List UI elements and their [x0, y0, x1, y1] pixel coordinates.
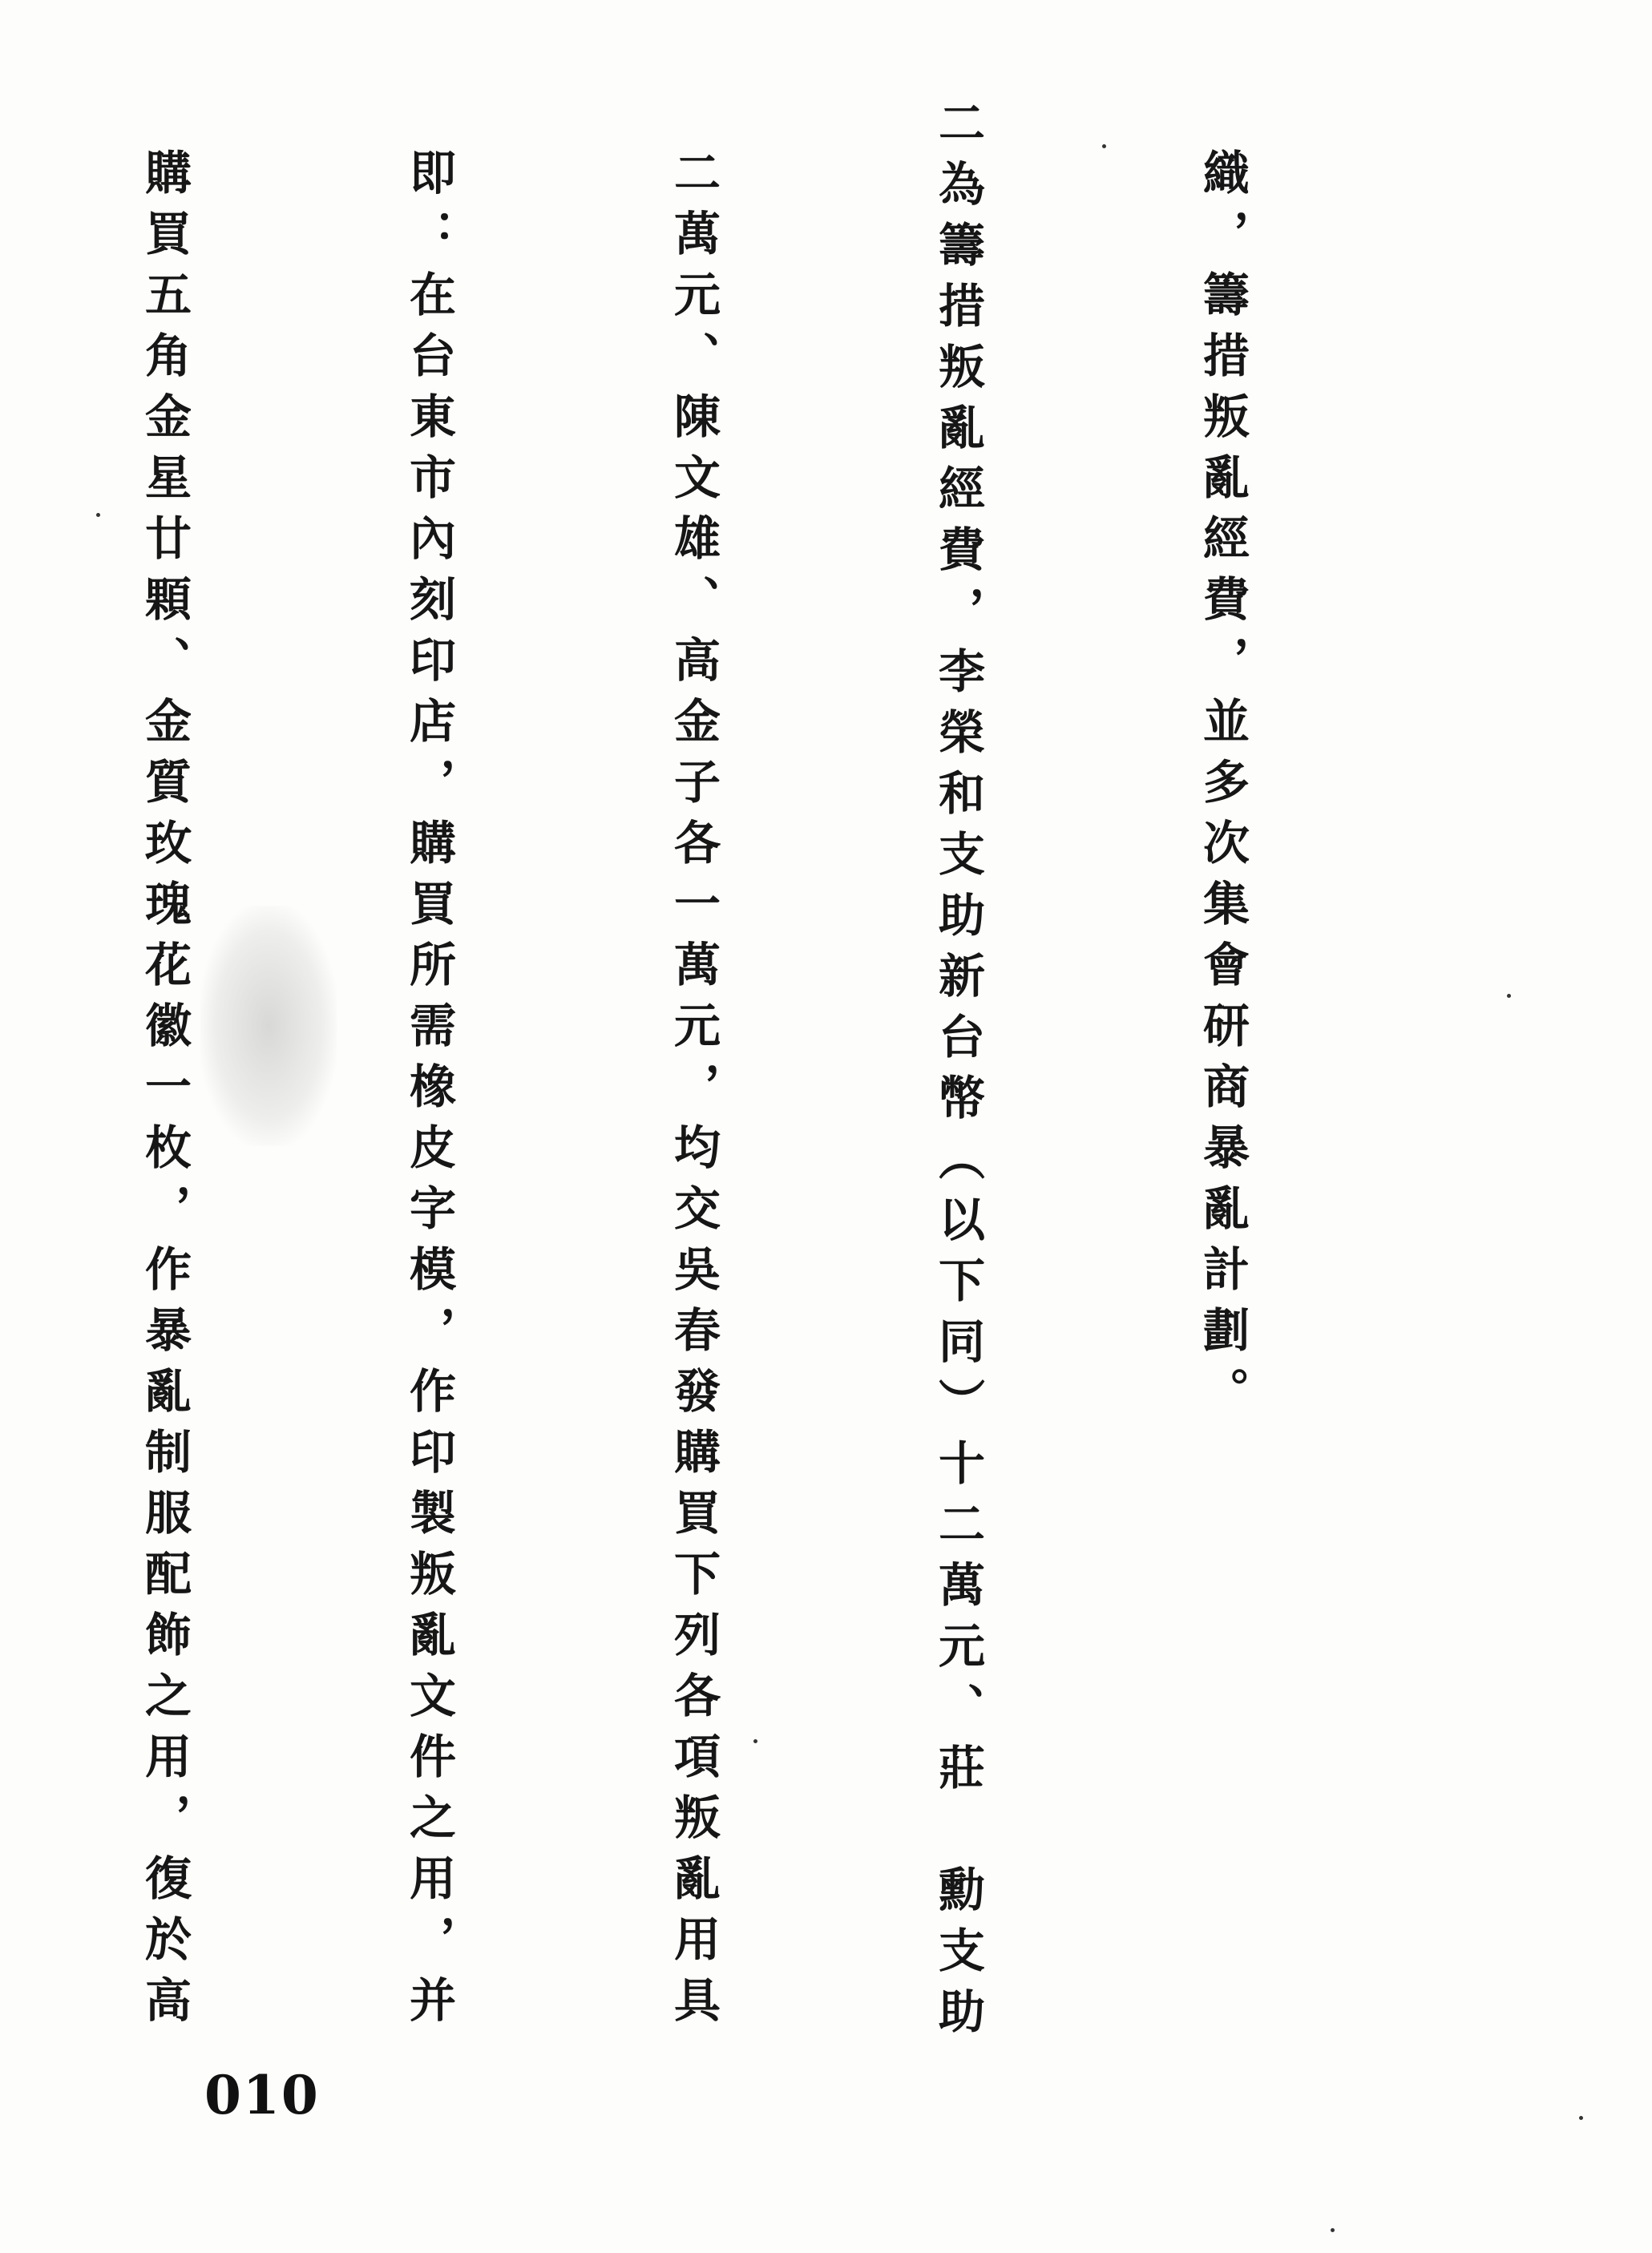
scan-speck: [96, 513, 100, 517]
scan-speck: [1579, 2116, 1583, 2120]
vertical-text-body: [137, 99, 1443, 2056]
text-column: 織，籌措叛亂經費，並多次集會研商暴亂計劃。: [1195, 148, 1250, 1427]
text-column: 購買五角金星廿顆、金質玫瑰花徽一枚，作暴亂制服配飾之用，復於高: [137, 148, 192, 2037]
page-number: 010: [204, 2064, 320, 2126]
scan-speck: [1331, 2228, 1335, 2232]
scan-speck: [753, 1739, 757, 1743]
scan-speck: [1507, 994, 1511, 998]
text-column: 即：在台東市內刻印店，購買所需橡皮字模，作印製叛亂文件之用，并: [402, 148, 456, 2037]
text-column: 二為籌措叛亂經費，李榮和支助新台幣（以下同）十二萬元、莊 勳支助: [931, 99, 985, 2048]
text-column: 二萬元、陳文雄、高金子各一萬元，均交吳春發購買下列各項叛亂用具: [666, 148, 721, 2037]
scan-speck: [1102, 144, 1106, 148]
